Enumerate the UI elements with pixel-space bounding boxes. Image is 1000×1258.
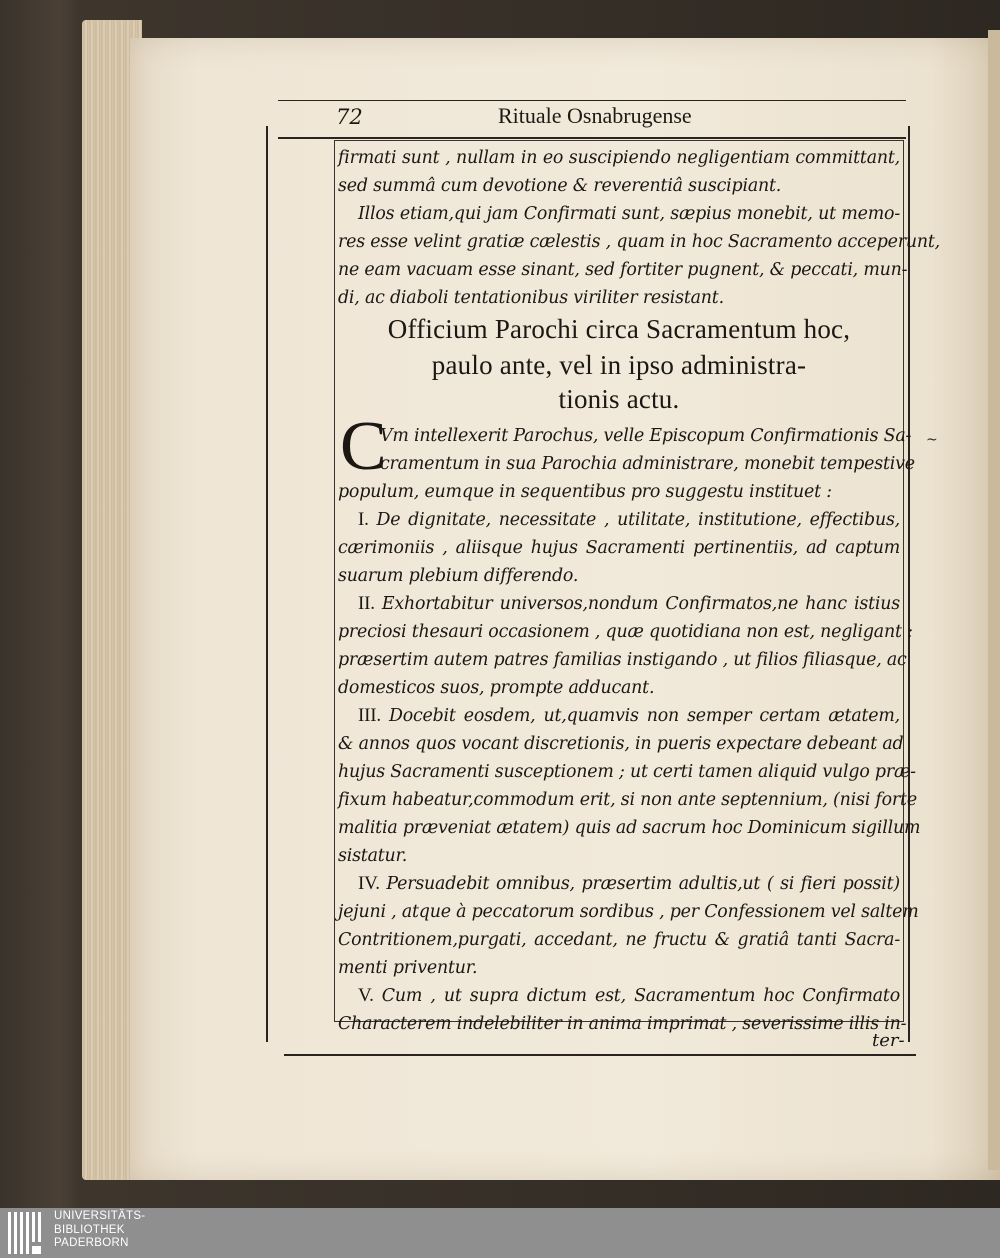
item-text: Persuadebit omnibus, præsertim adultis,ut ( si fieri possit)	[386, 874, 901, 894]
item-line	[338, 506, 900, 534]
section-heading-line: paulo ante, vel in ipso administra-	[431, 350, 807, 380]
text-line: & annos quos vocant discretionis, in pueris expectare debeant ad	[338, 734, 904, 754]
page-number: 72	[336, 105, 363, 129]
text-line: preciosi thesauri occasionem , quæ quotidiana non est, negligant :	[338, 622, 913, 642]
item-line	[338, 870, 900, 898]
text-line: domesticos suos, prompte adducant.	[338, 678, 655, 698]
item-text: Exhortabitur universos,nondum Confirmatos,ne hanc istius	[381, 594, 900, 614]
text-line: sistatur.	[338, 846, 408, 866]
text-line: præsertim autem patres familias instigando , ut filios filiasque, ac	[338, 650, 907, 670]
logo-line: BIBLIOTHEK	[54, 1223, 125, 1236]
item-numeral: I.	[358, 509, 369, 530]
section-heading-line: tionis actu.	[558, 384, 680, 414]
item-numeral: IV.	[358, 873, 380, 894]
text-line: Contritionem,purgati, accedant, ne fructu & gratiâ tanti Sacra-	[338, 930, 900, 950]
logo-line: UNIVERSITÄTS-	[54, 1210, 146, 1222]
item-numeral: V.	[358, 985, 374, 1006]
item-text: Cum , ut supra dictum est, Sacramentum hoc Confirmato	[381, 986, 900, 1006]
item-line	[338, 982, 900, 1010]
text-line: Vm intellexerit Parochus, velle Episcopum Confirmationis Sa-	[380, 426, 912, 446]
text-line: suarum plebium differendo.	[338, 566, 579, 586]
item-numeral: III.	[358, 705, 381, 726]
logo-line: PADERBORN	[54, 1237, 129, 1249]
text-line: populum, eumque in sequentibus pro suggestu instituet :	[338, 482, 832, 502]
bottom-rule	[284, 1054, 916, 1056]
item-line	[338, 590, 900, 618]
text-line: ne eam vacuam esse sinant, sed fortiter pugnent, & peccati, mun-	[338, 260, 908, 280]
item-numeral: II.	[358, 593, 375, 614]
text-line: di, ac diaboli tentationibus viriliter resistant.	[338, 288, 724, 308]
text-line: jejuni , atque à peccatorum sordibus , per Confessionem vel saltem	[338, 902, 919, 922]
text-line: cramentum in sua Parochia administrare, monebit tempestive	[380, 454, 915, 474]
text-line: res esse velint gratiæ cælestis , quam in hoc Sacramento acceperunt,	[338, 232, 940, 252]
text-line: malitia præveniat ætatem) quis ad sacrum hoc Dominicum sigillum	[338, 818, 921, 838]
item-line	[338, 702, 900, 730]
text-line: Illos etiam,qui jam Confirmati sunt, sæpius monebit, ut memo-	[358, 204, 900, 224]
drop-cap: C	[340, 408, 387, 485]
text-line: Characterem indelebiliter in anima imprimat , severissime illis in-	[338, 1014, 907, 1034]
footer-bar	[0, 1208, 1000, 1258]
facing-page-strip	[988, 30, 1000, 1170]
text-line: cærimoniis , aliisque hujus Sacramenti pertinentiis, ad captum	[338, 538, 900, 558]
text-line: fixum habeatur,commodum erit, si non ante septennium, (nisi forte	[338, 790, 917, 810]
item-text: Docebit eosdem, ut,quamvis non semper certam ætatem,	[388, 706, 900, 726]
item-text: De dignitate, necessitate , utilitate, institutione, effectibus,	[376, 510, 900, 530]
text-line: hujus Sacramenti susceptionem ; ut certi tamen aliquid vulgo præ-	[338, 762, 916, 782]
section-heading-line: Officium Parochi circa Sacramentum hoc,	[387, 314, 851, 344]
library-logo-icon	[8, 1212, 48, 1254]
text-line: sed summâ cum devotione & reverentiâ suscipiant.	[338, 176, 782, 196]
library-logo-text	[54, 1210, 145, 1251]
running-title: Rituale Osnabrugense	[498, 103, 692, 128]
text-line: firmati sunt , nullam in eo suscipiendo negligentiam committant,	[338, 148, 900, 168]
text-line: menti priventur.	[338, 958, 478, 978]
margin-mark: ~	[926, 432, 938, 448]
catchword: ter-	[872, 1030, 905, 1051]
